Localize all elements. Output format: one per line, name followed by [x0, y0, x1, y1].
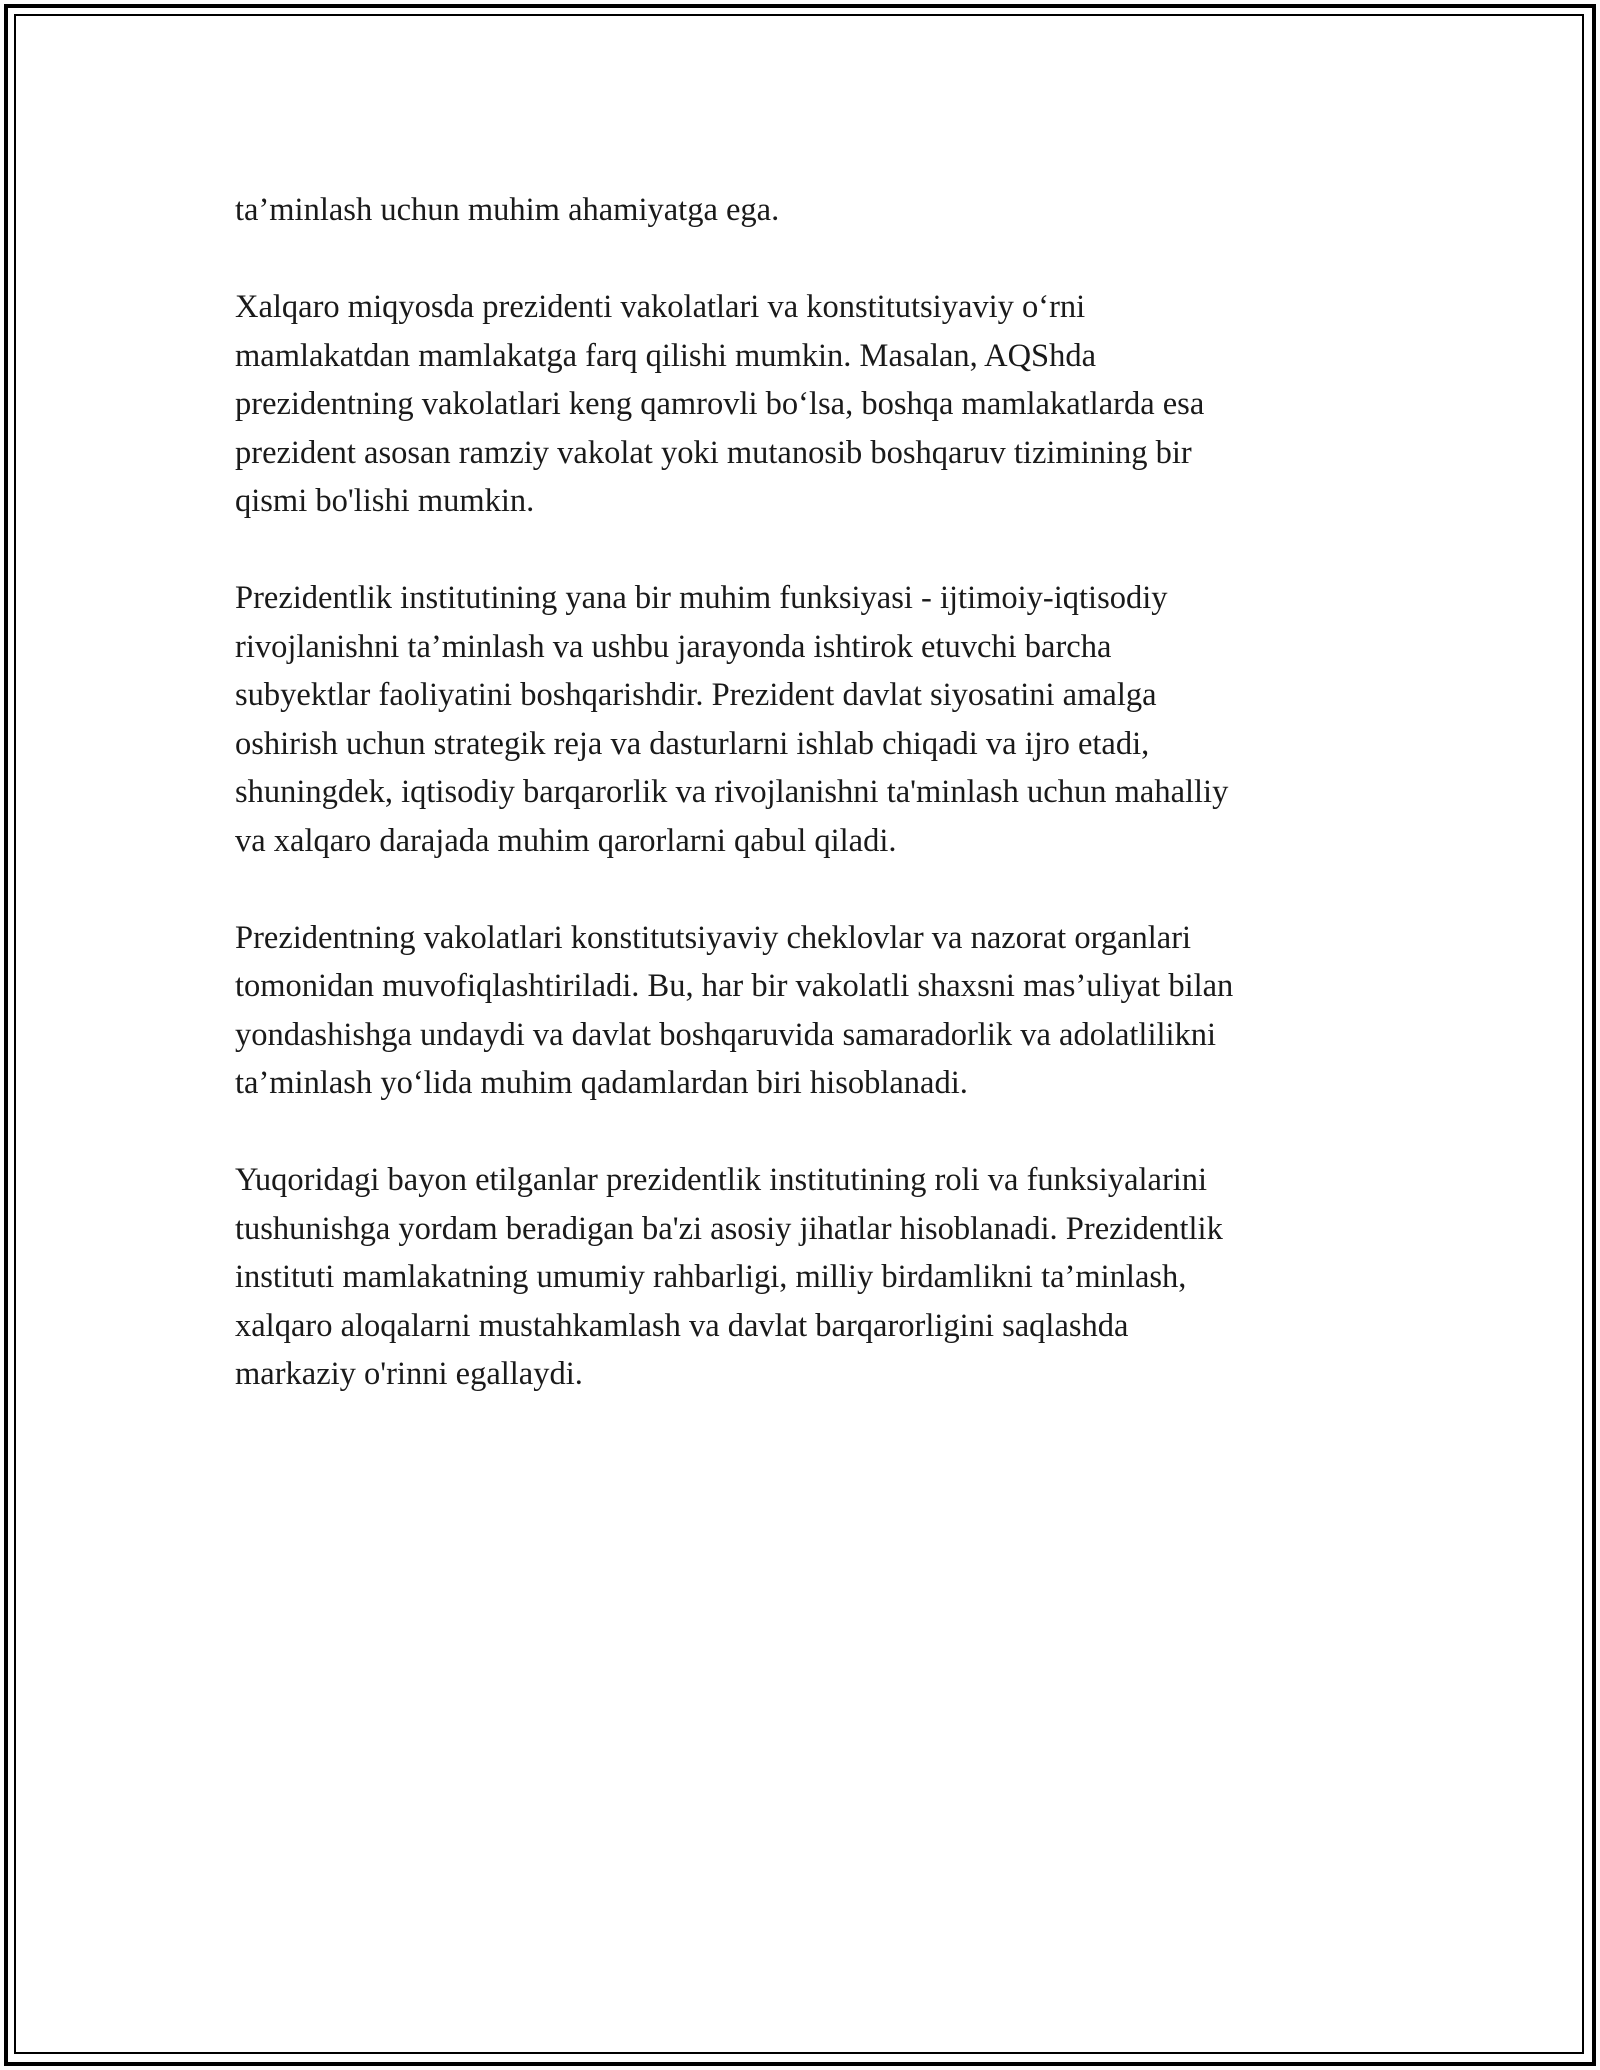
text-line: qismi bo'lishi mumkin. [235, 483, 535, 519]
text-line: instituti mamlakatning umumiy rahbarligi, milliy birdamlikni ta’minlash, [235, 1259, 1187, 1295]
text-line: tushunishga yordam beradigan ba'zi asosiy jihatlar hisoblanadi. Prezidentlik [235, 1210, 1223, 1247]
paragraph [235, 283, 1385, 526]
text-line: va xalqaro darajada muhim qarorlarni qabul qiladi. [235, 822, 897, 859]
text-line: Prezidentning vakolatlari konstitutsiyaviy cheklovlar va nazorat organlari [235, 919, 1192, 956]
text-line: Yuqoridagi bayon etilganlar prezidentlik institutining roli va funksiyalarini [235, 1162, 1208, 1198]
text-line: prezidentning vakolatlari keng qamrovli bo‘lsa, boshqa mamlakatlarda esa [235, 386, 1205, 422]
paragraph [235, 574, 1385, 865]
text-line: ta’minlash yo‘lida muhim qadamlardan biri hisoblanadi. [235, 1065, 968, 1101]
text-line: yondashishga undaydi va davlat boshqaruvida samaradorlik va adolatlilikni [235, 1016, 1217, 1053]
text-line: oshirish uchun strategik reja va dasturlarni ishlab chiqadi va ijro etadi, [235, 725, 1150, 762]
text-line: prezident asosan ramziy vakolat yoki mutanosib boshqaruv tizimining bir [235, 434, 1192, 471]
text-line: shuningdek, iqtisodiy barqarorlik va rivojlanishni ta'minlash uchun mahalliy [235, 774, 1229, 810]
text-line: markaziy o'rinni egallaydi. [235, 1356, 583, 1392]
text-line: subyektlar faoliyatini boshqarishdir. Prezident davlat siyosatini amalga [235, 677, 1157, 713]
paragraph [235, 914, 1385, 1108]
document-body [235, 186, 1385, 1447]
text-line: tomonidan muvofiqlashtiriladi. Bu, har bir vakolatli shaxsni mas’uliyat bilan [235, 968, 1234, 1004]
text-line: mamlakatdan mamlakatga farq qilishi mumkin. Masalan, AQShda [235, 337, 1097, 374]
text-line: rivojlanishni ta’minlash va ushbu jarayonda ishtirok etuvchi barcha [235, 628, 1112, 665]
text-line: Xalqaro miqyosda prezidenti vakolatlari va konstitutsiyaviy o‘rni [235, 289, 1086, 325]
text-line: xalqaro aloqalarni mustahkamlash va davlat barqarorligini saqlashda [235, 1307, 1129, 1344]
paragraph [235, 186, 1385, 235]
paragraph [235, 1156, 1385, 1399]
text-line: ta’minlash uchun muhim ahamiyatga ega. [235, 192, 780, 228]
text-line: Prezidentlik institutining yana bir muhim funksiyasi - ijtimoiy-iqtisodiy [235, 580, 1168, 616]
